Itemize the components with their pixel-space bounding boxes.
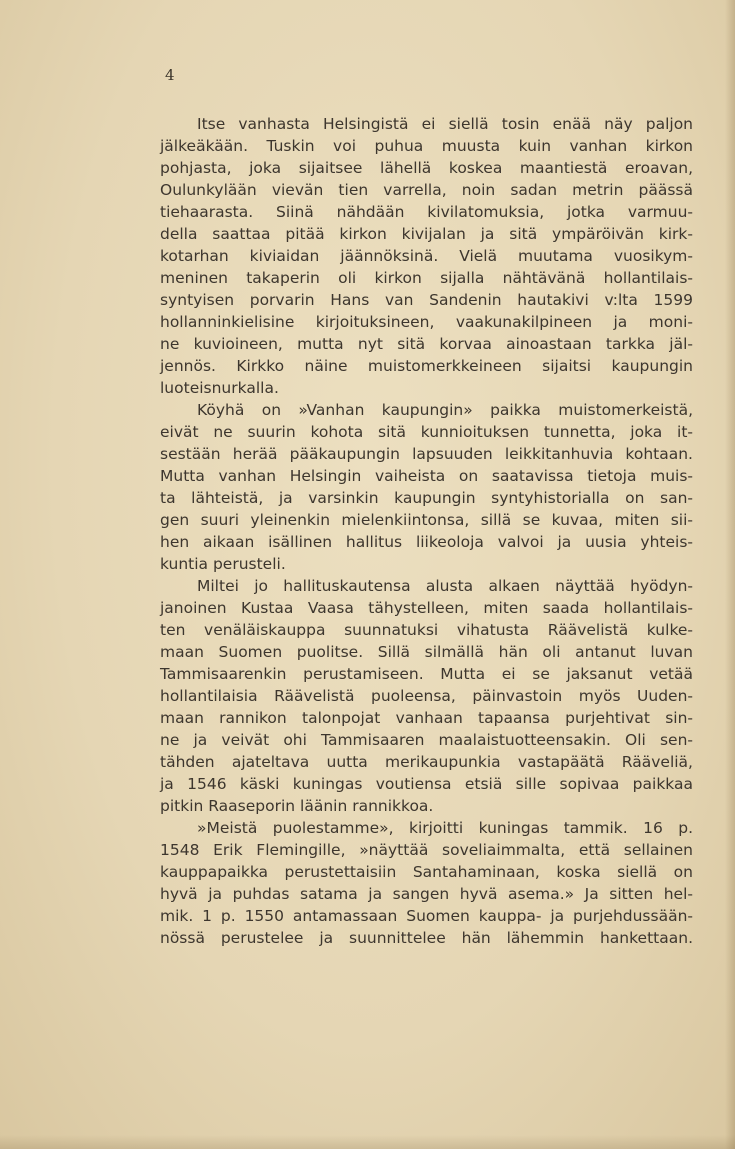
text-line: nössä perustelee ja suunnittelee hän lähemmin hankettaan. <box>160 929 693 947</box>
text-line: meninen takaperin oli kirkon sijalla nähtävänä hollantilais- <box>160 269 693 287</box>
paragraph <box>160 817 693 949</box>
text-line: Miltei jo hallituskautensa alusta alkaen näyttää hyödyn- <box>197 577 693 595</box>
text-line: »Meistä puolestamme», kirjoitti kuningas tammik. 16 p. <box>197 819 693 837</box>
text-line: Köyhä on »Vanhan kaupungin» paikka muistomerkeistä, <box>197 401 693 419</box>
text-line: ne ja veivät ohi Tammisaaren maalaistuotteensakin. Oli sen- <box>160 731 693 749</box>
text-line: mik. 1 p. 1550 antamassaan Suomen kauppa- ja purjehdussään- <box>160 907 693 925</box>
text-line: 1548 Erik Flemingille, »näyttää soveliaimmalta, että sellainen <box>160 841 693 859</box>
text-line: gen suuri yleinenkin mielenkiintonsa, sillä se kuvaa, miten sii- <box>160 511 693 529</box>
body-text <box>160 113 693 949</box>
text-line: kauppapaikka perustettaisiin Santahaminaan, koska siellä on <box>160 863 693 881</box>
page-bottom-shadow <box>0 1135 735 1149</box>
text-line: Oulunkylään vievän tien varrella, noin sadan metrin päässä <box>160 181 693 199</box>
text-line: ja 1546 käski kuningas voutiensa etsiä sille sopivaa paikkaa <box>160 775 693 793</box>
text-line: sestään herää pääkaupungin lapsuuden leikkitanhuvia kohtaan. <box>160 445 693 463</box>
text-line: luoteisnurkalla. <box>160 379 279 397</box>
text-line: hen aikaan isällinen hallitus liikeoloja valvoi ja uusia yhteis- <box>160 533 693 551</box>
text-line: jälkeäkään. Tuskin voi puhua muusta kuin vanhan kirkon <box>160 137 693 155</box>
text-line: pohjasta, joka sijaitsee lähellä koskea maantiestä eroavan, <box>160 159 693 177</box>
page-number: 4 <box>165 66 175 84</box>
paragraph <box>160 399 693 575</box>
text-line: janoinen Kustaa Vaasa tähystelleen, miten saada hollantilais- <box>160 599 693 617</box>
text-line: Tammisaarenkin perustamiseen. Mutta ei se jaksanut vetää <box>160 665 693 683</box>
text-line: kuntia perusteli. <box>160 555 286 573</box>
page-edge-shadow <box>725 0 735 1149</box>
text-line: Mutta vanhan Helsingin vaiheista on saatavissa tietoja muis- <box>160 467 693 485</box>
text-line: hyvä ja puhdas satama ja sangen hyvä asema.» Ja sitten hel- <box>160 885 693 903</box>
text-line: ne kuvioineen, mutta nyt sitä korvaa ainoastaan tarkka jäl- <box>160 335 693 353</box>
text-line: pitkin Raaseporin läänin rannikkoa. <box>160 797 434 815</box>
text-line: della saattaa pitää kirkon kivijalan ja sitä ympäröivän kirk- <box>160 225 693 243</box>
text-line: jennös. Kirkko näine muistomerkkeineen sijaitsi kaupungin <box>160 357 693 375</box>
paragraph <box>160 113 693 399</box>
text-line: maan Suomen puolitse. Sillä silmällä hän oli antanut luvan <box>160 643 693 661</box>
text-line: syntyisen porvarin Hans van Sandenin hautakivi v:lta 1599 <box>160 291 693 309</box>
text-line: ten venäläiskauppa suunnatuksi vihatusta Räävelistä kulke- <box>160 621 693 639</box>
text-line: tiehaarasta. Siinä nähdään kivilatomuksia, jotka varmuu- <box>160 203 693 221</box>
text-line: hollantilaisia Räävelistä puoleensa, päinvastoin myös Uuden- <box>160 687 693 705</box>
paragraph <box>160 575 693 817</box>
text-line: Itse vanhasta Helsingistä ei siellä tosin enää näy paljon <box>197 115 693 133</box>
text-line: eivät ne suurin kohota sitä kunnioituksen tunnetta, joka it- <box>160 423 693 441</box>
text-line: kotarhan kiviaidan jäännöksinä. Vielä muutama vuosikym- <box>160 247 693 265</box>
text-line: tähden ajateltava uutta merikaupunkia vastapäätä Rääveliä, <box>160 753 693 771</box>
text-line: ta lähteistä, ja varsinkin kaupungin syntyhistorialla on san- <box>160 489 693 507</box>
text-line: maan rannikon talonpojat vanhaan tapaansa purjehtivat sin- <box>160 709 693 727</box>
text-line: hollanninkielisine kirjoituksineen, vaakunakilpineen ja moni- <box>160 313 693 331</box>
